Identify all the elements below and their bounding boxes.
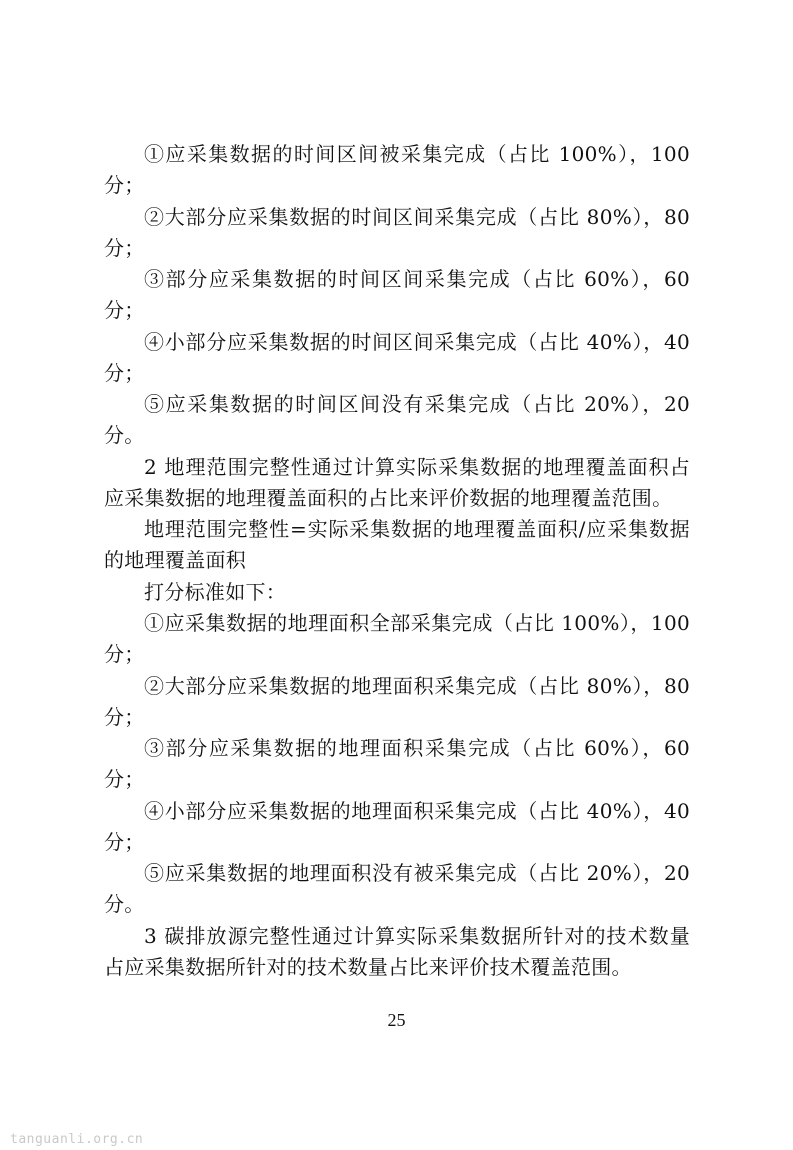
paragraph-geo-1: ①应采集数据的地理面积全部采集完成（占比 100%），100 分；	[104, 611, 690, 666]
paragraph-time-3: ③部分应采集数据的时间区间采集完成（占比 60%），60 分；	[104, 267, 690, 322]
paragraph-geo-2: ②大部分应采集数据的地理面积采集完成（占比 80%），80 分；	[104, 673, 690, 729]
paragraph-geo-3: ③部分应采集数据的地理面积采集完成（占比 60%），60 分；	[104, 736, 690, 791]
watermark: tanguanli.org.cn	[10, 1132, 144, 1147]
page-number: 25	[387, 1010, 406, 1030]
paragraph-geo-formula: 地理范围完整性=实际采集数据的地理覆盖面积/应采集数据的地理覆盖面积	[104, 517, 690, 572]
paragraph-geo-5: ⑤应采集数据的地理面积没有被采集完成（占比 20%），20 分。	[104, 861, 690, 916]
paragraph-time-1: ①应采集数据的时间区间被采集完成（占比 100%），100 分；	[104, 142, 690, 197]
paragraph-geo-4: ④小部分应采集数据的地理面积采集完成（占比 40%），40 分；	[104, 798, 690, 854]
paragraph-geo-intro: 2 地理范围完整性通过计算实际采集数据的地理覆盖面积占应采集数据的地理覆盖面积的占比来评价数据的地理覆盖范围。	[104, 454, 690, 510]
paragraph-time-2: ②大部分应采集数据的时间区间采集完成（占比 80%），80 分；	[104, 204, 690, 260]
paragraph-time-5: ⑤应采集数据的时间区间没有采集完成（占比 20%），20 分。	[104, 392, 690, 447]
body-text	[104, 139, 690, 983]
paragraph-time-4: ④小部分应采集数据的时间区间采集完成（占比 40%），40 分；	[104, 329, 690, 385]
paragraph-carbon-intro: 3 碳排放源完整性通过计算实际采集数据所针对的技术数量占应采集数据所针对的技术数量占比来评价技术覆盖范围。	[104, 923, 690, 979]
paragraph-scoring-header: 打分标准如下：	[144, 579, 287, 604]
